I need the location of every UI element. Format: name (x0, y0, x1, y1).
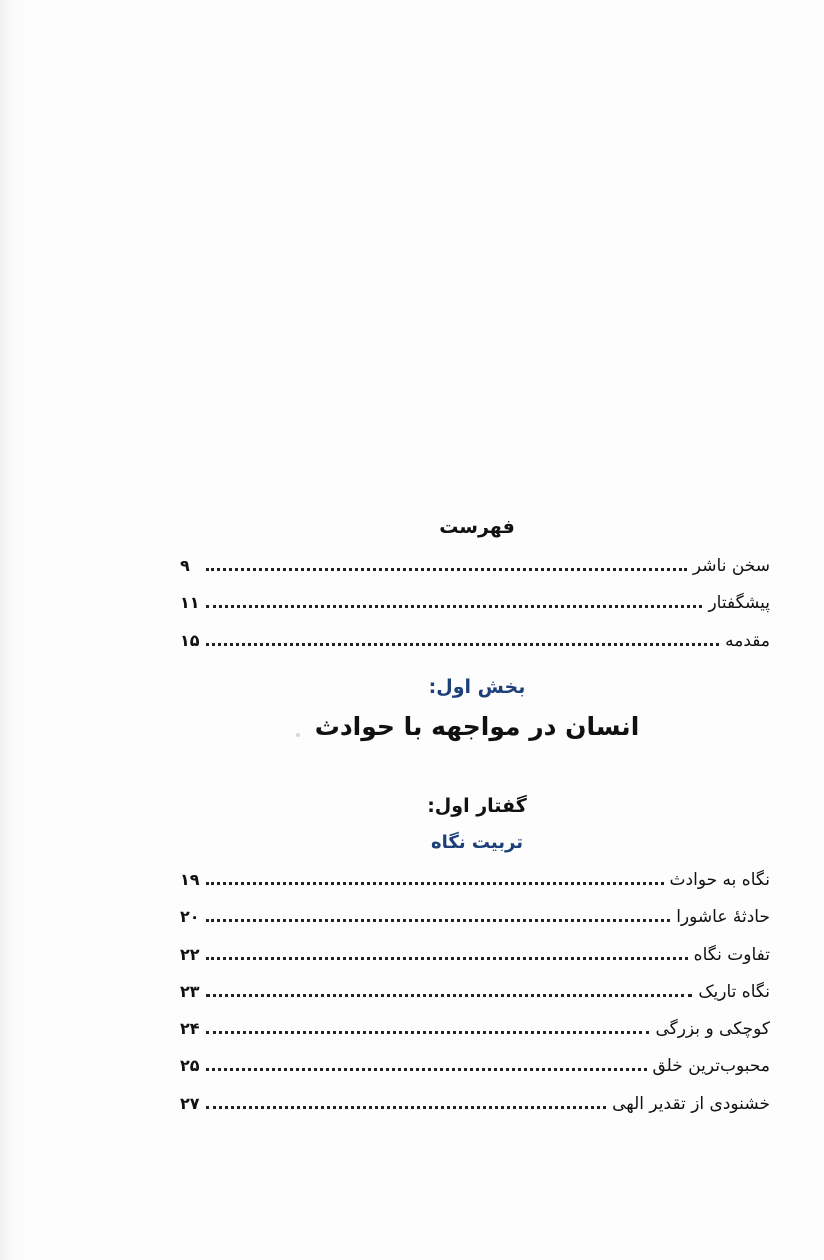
dot-leader (206, 1106, 606, 1109)
toc-entry-page-number: ۱۱ (180, 593, 200, 613)
toc-entry[interactable] (180, 1056, 770, 1093)
toc-entry-page-number: ۲۴ (180, 1019, 200, 1039)
toc-entry-page-number: ۲۵ (180, 1056, 200, 1076)
dot-leader (206, 1068, 647, 1071)
toc-entry[interactable] (180, 1094, 770, 1131)
toc-entry-label: حادثهٔ عاشورا (676, 907, 770, 928)
toc-entry-page-number: ۲۲ (180, 944, 200, 964)
chapter-label-text: گفتار اول: (427, 795, 527, 817)
toc-entry-page-number: ۱۵ (180, 630, 200, 650)
toc-entry-label: نگاه تاریک (698, 981, 770, 1002)
part-label-text: بخش اول: (428, 676, 526, 698)
toc-entry-foreword[interactable] (180, 593, 770, 630)
toc-entry-label: نگاه به حوادث (669, 870, 770, 890)
toc-entry[interactable] (180, 907, 770, 944)
front-matter-list (180, 556, 770, 668)
part-title (0, 712, 824, 741)
toc-entry-label: پیشگفتار (708, 593, 770, 614)
toc-entry-label: مقدمه (725, 630, 770, 651)
toc-entry-label: تفاوت نگاه (693, 944, 770, 965)
toc-entry-label: محبوب‌ترین خلق (652, 1056, 770, 1077)
toc-entry[interactable] (180, 982, 770, 1019)
toc-heading-text: فهرست (439, 516, 515, 538)
toc-entry-publisher-note[interactable] (180, 556, 770, 593)
dot-leader (206, 957, 688, 960)
toc-heading (0, 516, 824, 538)
chapter-entries-list (180, 870, 770, 1131)
chapter-title-text: تربیت نگاه (431, 832, 523, 853)
toc-entry-page-number: ۲۰ (180, 907, 200, 927)
chapter-title (0, 832, 824, 853)
dot-leader (206, 643, 719, 646)
toc-entry[interactable] (180, 945, 770, 982)
toc-entry[interactable] (180, 1019, 770, 1056)
print-speck (296, 733, 300, 737)
toc-entry-page-number: ۲۳ (180, 981, 200, 1001)
toc-entry-label: خشنودی از تقدیر الهی (612, 1093, 770, 1114)
dot-leader (206, 605, 702, 608)
part-title-text: انسان در مواجهه با حوادث (314, 712, 640, 741)
dot-leader (206, 1031, 649, 1034)
dot-leader (206, 568, 687, 571)
dot-leader (206, 882, 664, 885)
toc-entry[interactable] (180, 870, 770, 907)
toc-entry-page-number: ۲۷ (180, 1093, 200, 1113)
toc-entry-label: کوچکی و بزرگی (655, 1019, 770, 1040)
toc-entry-page-number: ۹ (180, 556, 190, 575)
part-label (0, 676, 824, 698)
dot-leader (206, 994, 692, 997)
toc-entry-introduction[interactable] (180, 631, 770, 668)
toc-entry-label: سخن ناشر (692, 556, 770, 576)
chapter-label (0, 795, 824, 817)
dot-leader (206, 919, 670, 922)
toc-entry-page-number: ۱۹ (180, 870, 200, 889)
